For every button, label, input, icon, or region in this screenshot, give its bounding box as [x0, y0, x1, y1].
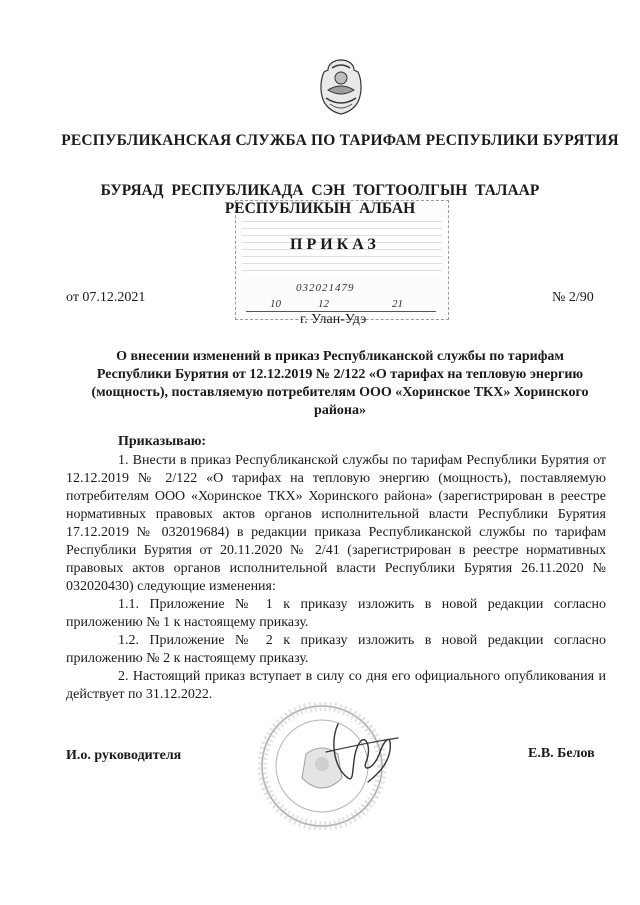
stamp-year: 21 [392, 298, 403, 310]
signatory-role: И.о. руководителя [66, 748, 182, 763]
paragraph-1-1: 1.1. Приложение № 1 к приказу изложить в новой редакции согласно приложению № 1 к настоящему приказу. [66, 597, 606, 630]
order-number: № 2/90 [552, 290, 594, 305]
stamp-month: 12 [318, 298, 329, 310]
org-name-ru: РЕСПУБЛИКАНСКАЯ СЛУЖБА ПО ТАРИФАМ РЕСПУБЛИКИ БУРЯТИЯ [61, 132, 619, 149]
handwritten-signature-icon [320, 712, 404, 792]
paragraph-1: 1. Внести в приказ Республиканской службы по тарифам Республики Бурятия от 12.12.2019 № 2/122 «О тарифах на тепловую энергию (мощность), поставляемую потребителям ООО «Хоринское ТКХ» Хоринского района» (зарегистрирован в реестре нормативных правовых актов органов исполнительной власти Республики Бурятия 17.12.2019 № 032019684) в редакции приказа Республиканской службы по тарифам Республики Бурятия от 20.11.2020 № 2/41 (зарегистрирован в реестре нормативных правовых актов органов исполнительной власти Республики Бурятия 26.11.2020 № 032020430) следующие изменения: [66, 453, 606, 594]
stamp-reg-number: 032021479 [296, 282, 355, 294]
org-name-buryat: БУРЯАД РЕСПУБЛИКАДА СЭН ТОГТООЛГЫН ТАЛААР РЕСПУБЛИКЫН АЛБАН [100, 182, 540, 217]
paragraph-2: 2. Настоящий приказ вступает в силу со дня его официального опубликования и действует по 31.12.2022. [66, 669, 606, 702]
order-title: О внесении изменений в приказ Республиканской службы по тарифам Республики Бурятия от 12.12.2019 № 2/122 «О тарифах на тепловую энергию (мощность), поставляемую потребителям ООО «Хоринское ТКХ» Хоринского района» [91, 349, 589, 418]
signatory-name: Е.В. Белов [528, 746, 595, 761]
order-word: Приказываю: [118, 434, 207, 449]
paragraph-1-2: 1.2. Приложение № 2 к приказу изложить в новой редакции согласно приложению № 2 к настоящему приказу. [66, 633, 606, 666]
order-city: г. Улан-Удэ [300, 312, 367, 327]
coat-of-arms-icon [318, 58, 364, 116]
order-date: от 07.12.2021 [66, 290, 146, 305]
registration-stamp [235, 200, 449, 320]
doc-type-label: ПРИКАЗ [290, 236, 380, 253]
stamp-day: 10 [270, 298, 281, 310]
